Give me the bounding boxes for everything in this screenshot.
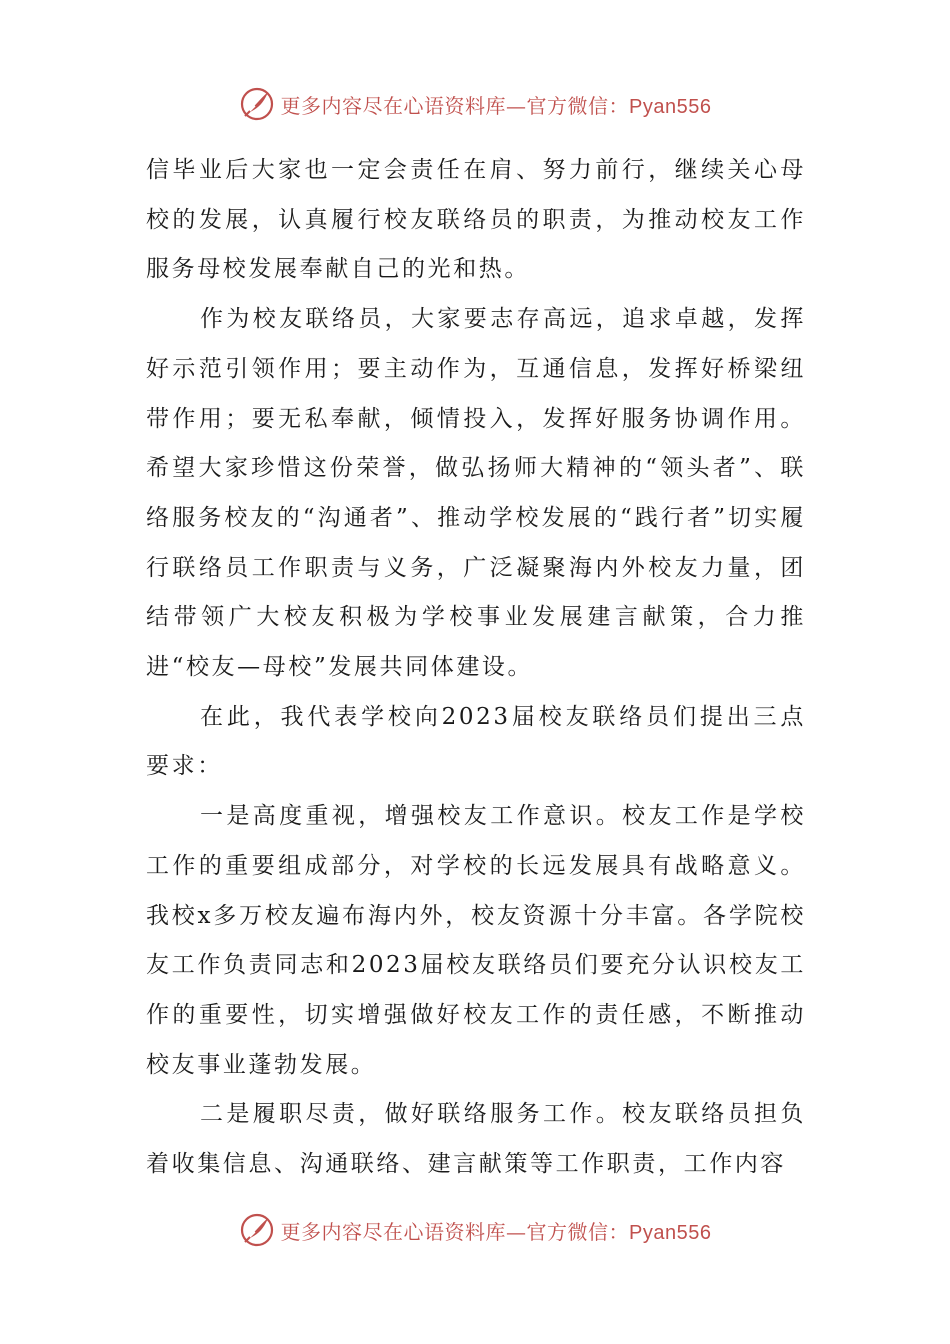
footer-banner bbox=[0, 1210, 950, 1250]
paragraph: 作为校友联络员，大家要志存高远，追求卓越，发挥好示范引领作用；要主动作为，互通信息，发挥好桥梁纽带作用；要无私奉献，倾情投入，发挥好服务协调作用。希望大家珍惜这份荣誉，做弘扬师大精神的“领头者”、联络服务校友的“沟通者”、推动学校发展的“践行者”切实履行联络员工作职责与义务，广泛凝聚海内外校友力量，团结带领广大校友积极为学校事业发展建言献策，合力推进“校友—母校”发展共同体建设。 bbox=[146, 306, 806, 681]
paragraph: 在此，我代表学校向2023届校友联络员们提出三点要求： bbox=[146, 703, 806, 780]
document-body bbox=[146, 146, 806, 1190]
banner-slogan: 更多内容尽在心语资料库—官方微信： bbox=[280, 1219, 630, 1244]
paragraph: 二是履职尽责，做好联络服务工作。校友联络员担负着收集信息、沟通联络、建言献策等工作职责，工作内容 bbox=[146, 1101, 806, 1178]
wechat-id: Pyan556 bbox=[629, 1221, 712, 1244]
quill-logo-icon bbox=[239, 86, 275, 122]
banner-text bbox=[281, 1216, 712, 1245]
paragraph: 一是高度重视，增强校友工作意识。校友工作是学校工作的重要组成部分，对学校的长远发展具有战略意义。我校x多万校友遍布海内外，校友资源十分丰富。各学院校友工作负责同志和2023届校友联络员们要充分认识校友工作的重要性，切实增强做好校友工作的责任感，不断推动校友事业蓬勃发展。 bbox=[146, 803, 806, 1078]
quill-logo-icon bbox=[239, 1212, 275, 1248]
wechat-id: Pyan556 bbox=[629, 95, 712, 118]
header-banner bbox=[0, 84, 950, 124]
paragraph: 信毕业后大家也一定会责任在肩、努力前行，继续关心母校的发展，认真履行校友联络员的职责，为推动校友工作服务母校发展奉献自己的光和热。 bbox=[146, 157, 806, 283]
banner-slogan: 更多内容尽在心语资料库—官方微信： bbox=[280, 93, 630, 118]
banner-text bbox=[281, 90, 712, 119]
